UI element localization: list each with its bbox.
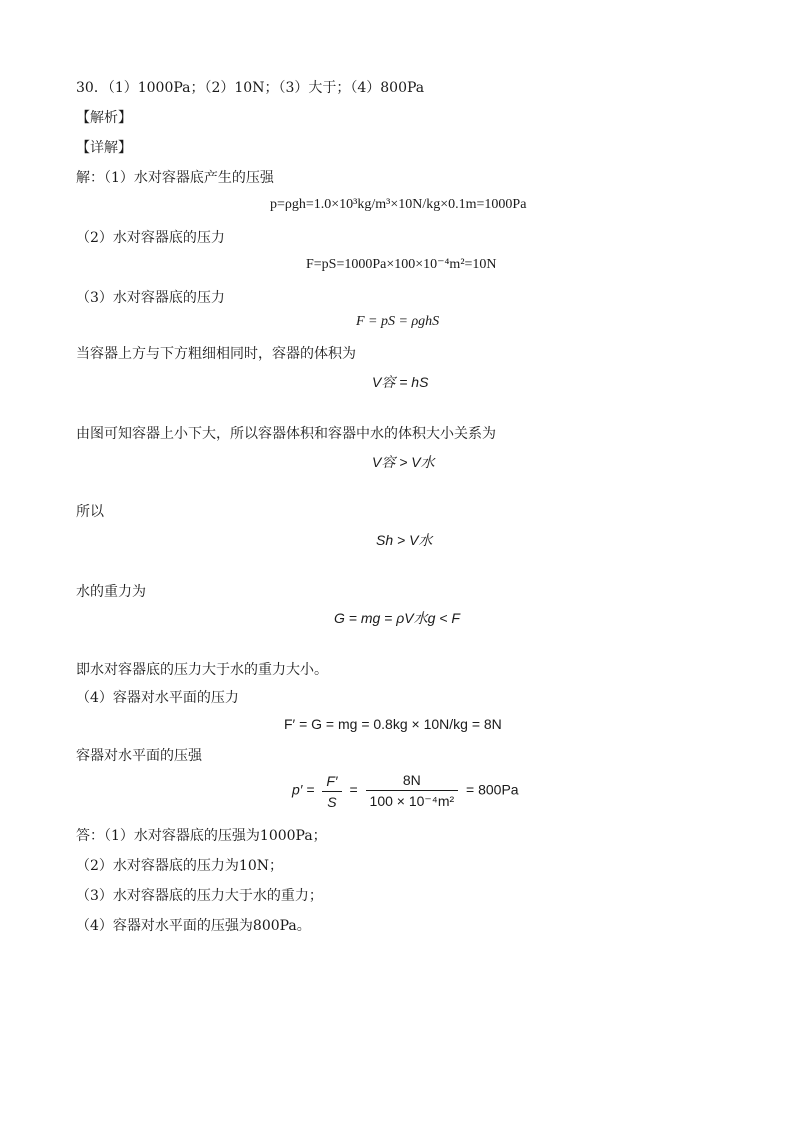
part4-intro: （4）容器对水平面的压力 [76, 690, 239, 706]
part1-intro: 解：（1）水对容器底产生的压强 [76, 170, 274, 186]
part4-pressure-text: 容器对水平面的压强 [76, 748, 202, 764]
equation-volume-compare: V容 > V水 [372, 454, 435, 470]
fraction-numerator: F′ [326, 772, 338, 789]
equals-sign: = [349, 781, 358, 798]
part3-intro: （3）水对容器底的压力 [76, 290, 225, 306]
pressure-lhs: p′ = [292, 781, 315, 798]
fraction-f-over-s [322, 773, 341, 810]
equation-force-water: F=pS=1000Pa×100×10⁻⁴m²=10N [306, 257, 497, 272]
equation-gravity: G = mg = ρV水g < F [334, 610, 460, 626]
part3-so: 所以 [76, 504, 104, 520]
equation-container-force: F′ = G = mg = 0.8kg × 10N/kg = 8N [284, 716, 502, 732]
part3-compare-text: 由图可知容器上小下大，所以容器体积和容器中水的体积大小关系为 [76, 426, 496, 442]
answer-line-2: （2）水对容器底的压力为10N； [76, 858, 283, 874]
equation-container-volume: V容 = hS [372, 374, 429, 390]
part3-conclusion: 即水对容器底的压力大于水的重力大小。 [76, 662, 328, 678]
equation-force-general: F = pS = ρghS [356, 314, 440, 329]
section-analysis: 【解析】 [76, 110, 132, 126]
equation-pressure-water: p=ρgh=1.0×10³kg/m³×10N/kg×0.1m=1000Pa [270, 197, 527, 212]
part2-intro: （2）水对容器底的压力 [76, 230, 225, 246]
answer-line-1: 答：（1）水对容器底的压强为1000Pa； [76, 828, 327, 844]
part3-gravity-text: 水的重力为 [76, 584, 146, 600]
pressure-result: = 800Pa [466, 781, 519, 798]
fraction-values [366, 772, 459, 810]
answer-line-4: （4）容器对水平面的压强为800Pa。 [76, 918, 311, 934]
section-detail: 【详解】 [76, 140, 132, 156]
fraction-denominator: 100 × 10⁻⁴m² [366, 790, 459, 810]
answer-line-3: （3）水对容器底的压力大于水的重力； [76, 888, 323, 904]
part3-volume-text: 当容器上方与下方粗细相同时，容器的体积为 [76, 346, 356, 362]
equation-sh-compare: Sh > V水 [376, 532, 433, 548]
answer-header: 30．（1）1000Pa；（2）10N；（3）大于；（4）800Pa [76, 80, 425, 96]
fraction-denominator: S [322, 791, 341, 810]
fraction-numerator: 8N [402, 772, 421, 788]
equation-container-pressure [292, 772, 519, 810]
